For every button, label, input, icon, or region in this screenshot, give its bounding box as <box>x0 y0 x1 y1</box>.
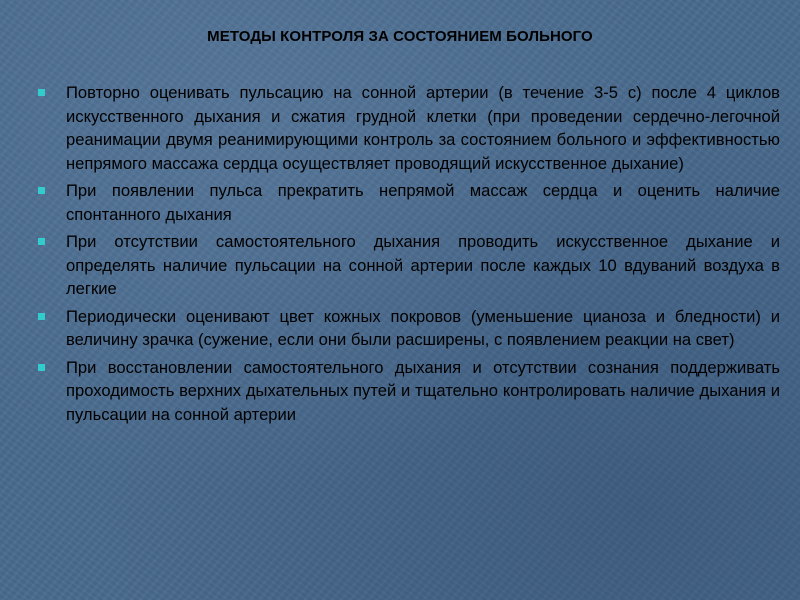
bullet-list <box>38 81 780 430</box>
bullet-item <box>38 81 780 175</box>
bullet-item <box>38 356 780 427</box>
bullet-text: Повторно оценивать пульсацию на сонной артерии (в течение 3-5 с) после 4 циклов искусственного дыхания и сжатия грудной клетки (при проведении сердечно-легочной реанимации двумя реанимирующими контроль за состоянием больного и эффективностью непрямого массажа сердца осуществляет проводящий искусственное дыхание) <box>66 83 780 173</box>
square-bullet-icon <box>38 238 45 245</box>
square-bullet-icon <box>38 187 45 194</box>
bullet-text: При отсутствии самостоятельного дыхания проводить искусственное дыхание и определять наличие пульсации на сонной артерии после каждых 10 вдуваний воздуха в легкие <box>66 232 780 298</box>
bullet-text: При восстановлении самостоятельного дыхания и отсутствии сознания поддерживать проходимость верхних дыхательных путей и тщательно контролировать наличие дыхания и пульсации на сонной артерии <box>66 357 780 424</box>
bullet-item <box>38 179 780 226</box>
bullet-item <box>38 305 780 352</box>
square-bullet-icon <box>38 313 45 320</box>
square-bullet-icon <box>38 89 45 96</box>
bullet-text: При появлении пульса прекратить непрямой массаж сердца и оценить наличие спонтанного дыхания <box>66 181 780 224</box>
bullet-item <box>38 230 780 301</box>
slide-title: МЕТОДЫ КОНТРОЛЯ ЗА СОСТОЯНИЕМ БОЛЬНОГО <box>207 28 593 45</box>
bullet-text: Периодически оценивают цвет кожных покровов (уменьшение цианоза и бледности) и величину зрачка (сужение, если они были расширены, с появлением реакции на свет) <box>66 306 780 349</box>
square-bullet-icon <box>38 364 45 371</box>
